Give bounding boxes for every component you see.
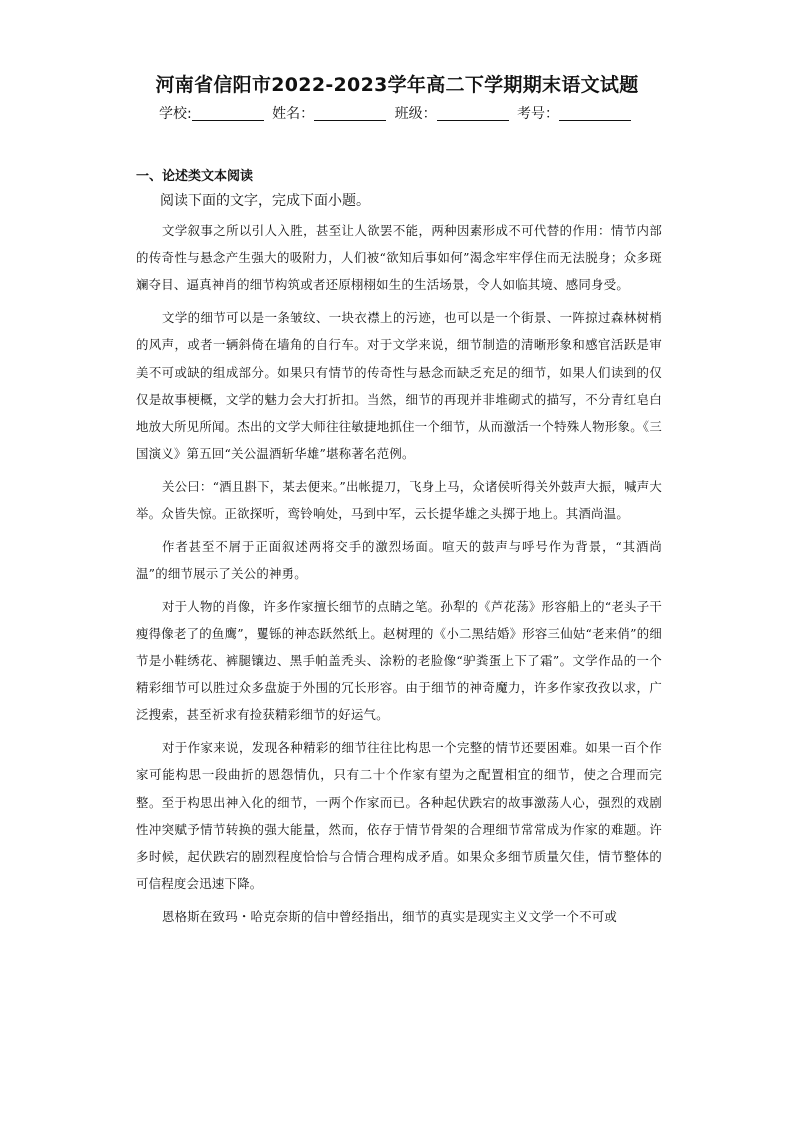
school-blank[interactable] <box>192 106 264 121</box>
exam-number-label: 考号： <box>517 106 560 122</box>
exam-title: 河南省信阳市2022-2023学年高二下学期期末语文试题 <box>155 74 639 96</box>
passage-paragraph: 恩格斯在致玛・哈克奈斯的信中曾经指出，细节的真实是现实主义文学一个不可或 <box>162 908 618 924</box>
name-blank[interactable] <box>314 106 386 121</box>
passage-paragraph: 作者甚至不屑于正面叙述两将交手的激烈场面。喧天的鼓声与呼号作为背景，“其酒尚温”的细节展示了关公的神勇。 <box>136 538 662 581</box>
class-label: 班级： <box>394 106 437 122</box>
student-info-row <box>0 103 794 123</box>
passage-paragraph: 关公曰：“酒且斟下，某去便来。”出帐提刀，飞身上马，众诸侯听得关外鼓声大振，喊声大举。众皆失惊。正欲探听，鸾铃响处，马到中军，云长提华雄之头掷于地上。其酒尚温。 <box>136 478 662 522</box>
passage-paragraph: 文学的细节可以是一条皱纹、一块衣襟上的污迹，也可以是一个街景、一阵掠过森林树梢的风声，或者一辆斜倚在墙角的自行车。对于文学来说，细节制造的清晰形象和感官活跃是审美不可或缺的组成部分。如果只有情节的传奇性与悬念而缺乏充足的细节，如果人们读到的仅仅是故事梗概，文学的魅力会大打折扣。当然，细节的再现并非堆砌式的描写，不分青红皂白地放大所见所闻。杰出的文学大师往往敏捷地抓住一个细节，从而激活一个特殊人物形象。《三国演义》第五回“关公温酒斩华雄”堪称著名范例。 <box>136 310 662 462</box>
exam-number-blank[interactable] <box>559 106 631 121</box>
reading-passage <box>136 217 662 936</box>
name-label: 姓名： <box>272 106 315 122</box>
passage-paragraph: 对于人物的肖像，许多作家擅长细节的点睛之笔。孙犁的《芦花荡》形容船上的“老头子干瘦得像老了的鱼鹰”，矍铄的神态跃然纸上。赵树理的《小二黑结婚》形容三仙姑“老来俏”的细节是小鞋绣花、裤腿镶边、黑手帕盖秃头、涂粉的老脸像“驴粪蛋上下了霜”。文学作品的一个精彩细节可以胜过众多盘旋于外围的冗长形容。由于细节的神奇魔力，许多作家孜孜以求，广泛搜索，甚至祈求有捡获精彩细节的好运气。 <box>136 598 662 723</box>
section-instruction: 阅读下面的文字，完成下面小题。 <box>160 193 370 209</box>
passage-paragraph: 文学叙事之所以引人入胜，甚至让人欲罢不能，两种因素形成不可代替的作用：情节内部的传奇性与悬念产生强大的吸附力，人们被“欲知后事如何”渴念牢牢俘住而无法脱身；众多斑斓夺目、逼真神肖的细节构筑或者还原栩栩如生的生活场景，令人如临其境、感同身受。 <box>136 223 662 293</box>
school-label: 学校: <box>158 106 192 122</box>
section-heading: 一、论述类文本阅读 <box>136 169 254 184</box>
passage-paragraph: 对于作家来说，发现各种精彩的细节往往比构思一个完整的情节还要困难。如果一百个作家可能构思一段曲折的恩怨情仇，只有二十个作家有望为之配置相宜的细节，使之合理而完整。至于构思出神入化的细节，一两个作家而已。各种起伏跌宕的故事激荡人心，强烈的戏剧性冲突赋予情节转换的强大能量，然而，依存于情节骨架的合理细节常常成为作家的难题。许多时候，起伏跌宕的剧烈程度恰恰与合情合理构成矛盾。如果众多细节质量欠佳，情节整体的可信程度会迅速下降。 <box>136 740 662 892</box>
class-blank[interactable] <box>437 106 509 121</box>
